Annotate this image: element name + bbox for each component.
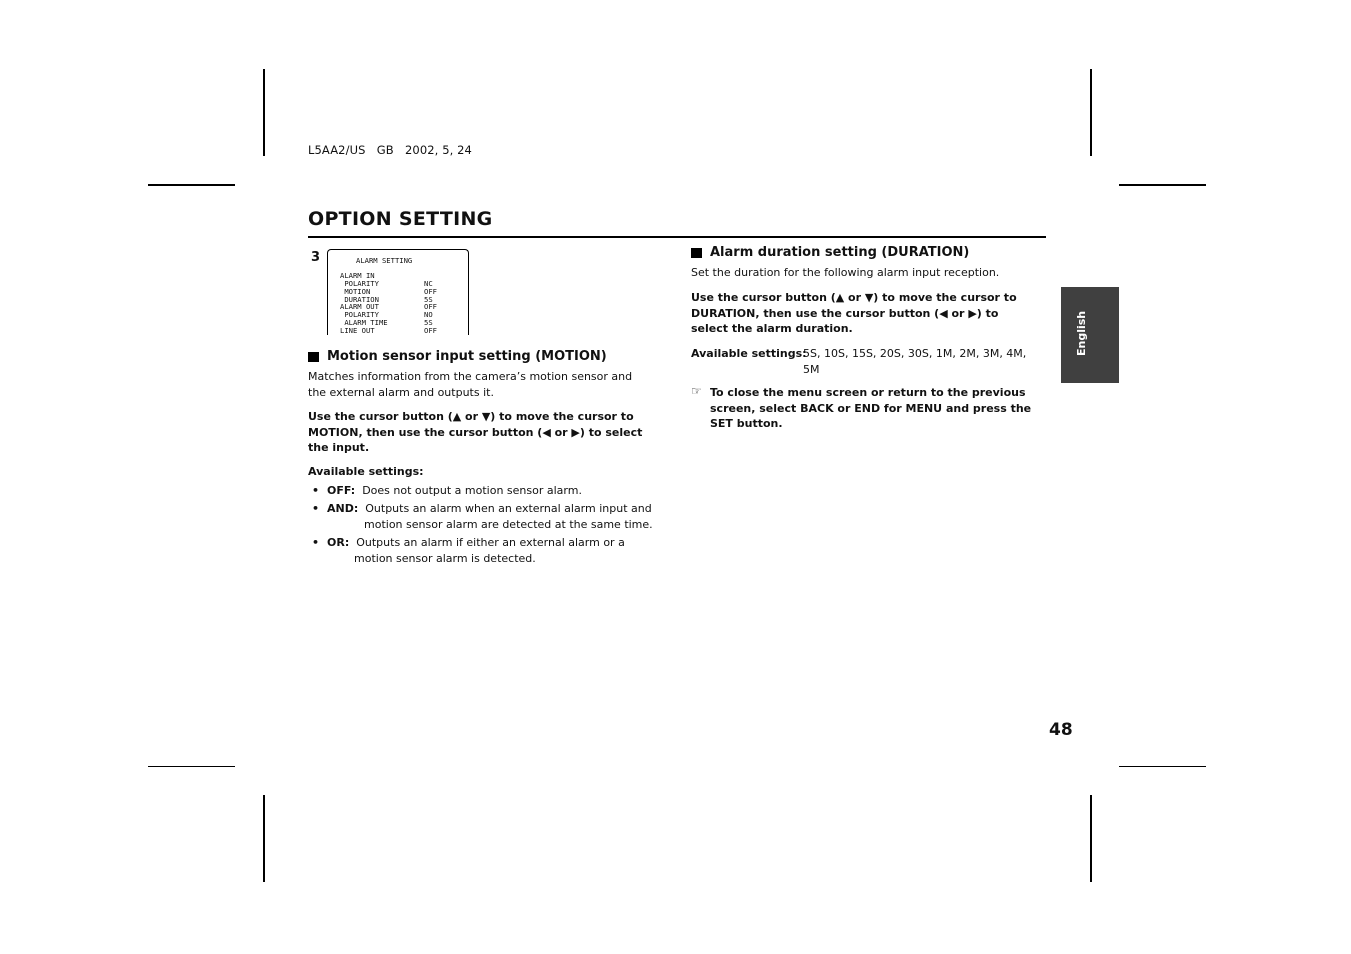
language-tab-label: English: [1075, 310, 1088, 356]
duration-intro: Set the duration for the following alarm input reception.: [691, 266, 1000, 279]
document-code: L5AA2/US GB 2002, 5, 24: [308, 143, 472, 157]
motion-section-title: Motion sensor input setting (MOTION): [327, 349, 607, 364]
osd-row-label: ALARM TIME: [340, 318, 388, 327]
close-menu-note: To close the menu screen or return to the previous screen, select BACK or END for MENU and press the SET button.: [710, 386, 1032, 430]
bullet-icon: •: [312, 502, 320, 515]
osd-row-value: 5S: [424, 295, 433, 304]
section-marker-icon: [691, 248, 702, 258]
step-number: 3: [311, 250, 321, 265]
osd-row-value: 5S: [424, 318, 433, 327]
osd-row-value: OFF: [424, 287, 437, 296]
motion-section-heading: [308, 349, 607, 364]
bullet-icon: •: [312, 484, 320, 497]
crop-mark: [1119, 766, 1206, 767]
osd-row-label: ALARM IN: [340, 271, 375, 280]
page-number: 48: [1049, 720, 1073, 740]
osd-row-value: OFF: [424, 302, 437, 311]
bullet-text: Outputs an alarm if either an external alarm or a motion sensor alarm is detected.: [354, 536, 625, 565]
osd-row-label: ALARM OUT: [340, 302, 379, 311]
osd-row-value: NO: [424, 310, 433, 319]
list-item: [312, 535, 657, 566]
bullet-text: Does not output a motion sensor alarm.: [362, 484, 582, 497]
list-item: [312, 501, 657, 532]
crop-mark: [148, 184, 235, 186]
motion-instruction: Use the cursor button (▲ or ▼) to move the cursor to MOTION, then use the cursor button (◀ or ▶) to select the input.: [308, 410, 643, 454]
bullet-term: AND:: [327, 502, 359, 515]
language-tab: [1061, 287, 1119, 383]
duration-available-label: Available settings:: [691, 347, 807, 360]
motion-intro: Matches information from the camera’s motion sensor and the external alarm and outputs it.: [308, 370, 633, 399]
osd-row-value: NC: [424, 279, 433, 288]
crop-mark: [1119, 184, 1206, 186]
title-divider: [308, 236, 1046, 238]
osd-row-label: LINE OUT: [340, 326, 375, 335]
section-marker-icon: [308, 352, 319, 362]
bullet-text: Outputs an alarm when an external alarm input and motion sensor alarm are detected at the same time.: [364, 502, 653, 531]
duration-instruction: Use the cursor button (▲ or ▼) to move the cursor to DURATION, then use the cursor button (◀ or ▶) to select the alarm duration.: [691, 291, 1017, 335]
crop-mark: [148, 766, 235, 767]
crop-mark: [1090, 69, 1092, 156]
osd-row-label: MOTION: [340, 287, 371, 296]
duration-available-values: 5S, 10S, 15S, 20S, 30S, 1M, 2M, 3M, 4M, 5M: [803, 347, 1027, 376]
crop-mark: [263, 795, 265, 882]
duration-section-heading: [691, 245, 969, 260]
crop-mark: [1090, 795, 1092, 882]
motion-available-label: Available settings:: [308, 465, 424, 478]
osd-title: ALARM SETTING: [356, 256, 413, 265]
bullet-term: OFF:: [327, 484, 356, 497]
note-icon: ☞: [691, 384, 702, 398]
osd-row-label: POLARITY: [340, 310, 379, 319]
osd-row-label: DURATION: [340, 295, 379, 304]
osd-row-label: POLARITY: [340, 279, 379, 288]
bullet-term: OR:: [327, 536, 350, 549]
crop-mark: [263, 69, 265, 156]
osd-menu-screen: [327, 249, 469, 335]
duration-section-title: Alarm duration setting (DURATION): [710, 245, 970, 260]
list-item: [312, 483, 657, 499]
osd-row-value: OFF: [424, 326, 437, 335]
bullet-icon: •: [312, 536, 320, 549]
page-title: OPTION SETTING: [308, 208, 493, 230]
